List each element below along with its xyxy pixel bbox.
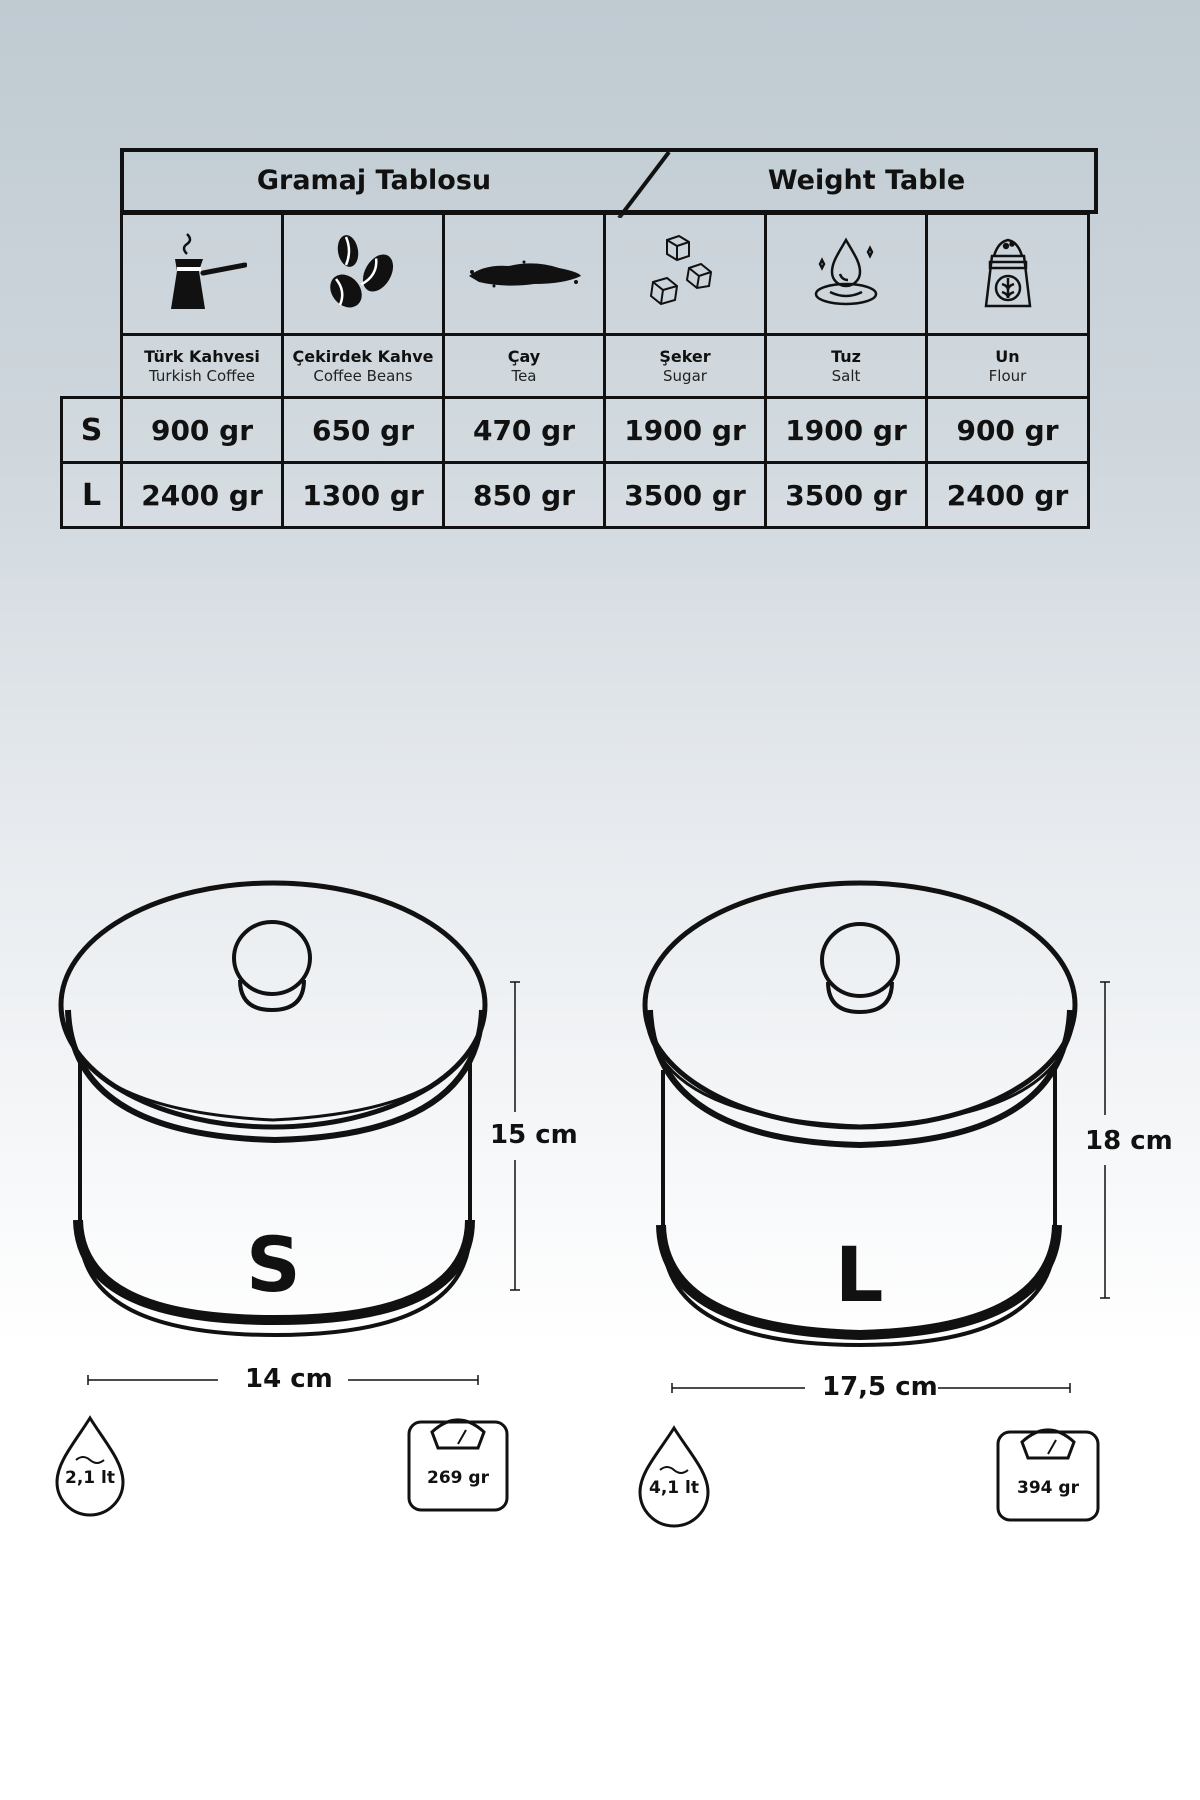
row-size-s: S [60, 396, 123, 464]
label-en: Tea [511, 367, 537, 385]
label-tr: Un [995, 347, 1020, 366]
l-width-label: 17,5 cm [822, 1372, 938, 1402]
label-tr: Tuz [831, 347, 861, 366]
label-en: Coffee Beans [313, 367, 413, 385]
value-l-tea: 850 gr [442, 461, 606, 529]
s-volume-label: 2,1 lt [65, 1468, 115, 1488]
l-volume-drop-icon [640, 1428, 708, 1526]
value-s-flour: 900 gr [925, 396, 1090, 464]
value-s-coffee-beans: 650 gr [281, 396, 445, 464]
s-dimension-lines [88, 982, 520, 1385]
label-en: Sugar [663, 367, 707, 385]
l-volume-label: 4,1 lt [649, 1478, 699, 1498]
l-height-label: 18 cm [1085, 1126, 1173, 1156]
value-s-tea: 470 gr [442, 396, 606, 464]
l-weight-scale-icon [998, 1430, 1098, 1520]
s-height-label: 15 cm [490, 1120, 578, 1150]
row-size-l: L [60, 461, 123, 529]
s-weight-scale-icon [409, 1420, 507, 1510]
container-l-letter: L [835, 1230, 884, 1319]
label-tr: Çekirdek Kahve [292, 347, 434, 366]
value-s-sugar: 1900 gr [603, 396, 767, 464]
value-s-salt: 1900 gr [764, 396, 928, 464]
l-weight-label: 394 gr [1017, 1478, 1079, 1498]
value-l-flour: 2400 gr [925, 461, 1090, 529]
label-en: Salt [831, 367, 861, 385]
label-tr: Şeker [659, 347, 711, 366]
s-volume-drop-icon [57, 1418, 123, 1515]
s-weight-label: 269 gr [427, 1468, 489, 1488]
label-en: Turkish Coffee [149, 367, 255, 385]
label-tr: Çay [507, 347, 541, 366]
value-l-turkish-coffee: 2400 gr [120, 461, 284, 529]
value-s-turkish-coffee: 900 gr [120, 396, 284, 464]
table-title-tr: Gramaj Tablosu [256, 165, 492, 196]
value-l-coffee-beans: 1300 gr [281, 461, 445, 529]
label-en: Flour [988, 367, 1027, 385]
label-tr: Türk Kahvesi [144, 347, 260, 366]
table-title-en: Weight Table [767, 165, 966, 196]
container-s-letter: S [246, 1220, 301, 1309]
value-l-salt: 3500 gr [764, 461, 928, 529]
value-l-sugar: 3500 gr [603, 461, 767, 529]
s-width-label: 14 cm [245, 1364, 333, 1394]
